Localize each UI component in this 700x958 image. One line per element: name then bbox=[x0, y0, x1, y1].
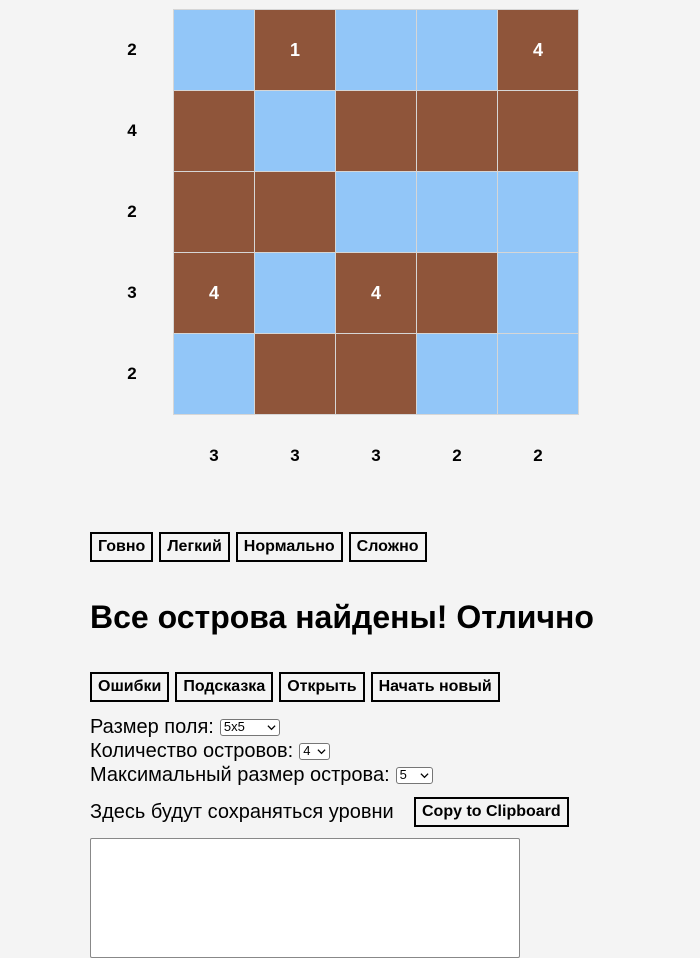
water-cell[interactable] bbox=[417, 334, 497, 414]
difficulty-normal-button[interactable]: Нормально bbox=[236, 532, 343, 562]
difficulty-trash-button[interactable]: Говно bbox=[90, 532, 153, 562]
water-cell[interactable] bbox=[255, 253, 335, 333]
field-size-label: Размер поля: bbox=[90, 716, 214, 738]
game-board bbox=[173, 9, 579, 415]
hint-button[interactable]: Подсказка bbox=[175, 672, 273, 702]
island-count-value: 4 bbox=[303, 743, 311, 758]
new-game-button[interactable]: Начать новый bbox=[371, 672, 500, 702]
land-cell[interactable] bbox=[255, 172, 335, 252]
row-clue: 4 bbox=[127, 121, 137, 140]
land-cell[interactable] bbox=[498, 91, 578, 171]
land-cell[interactable]: 4 bbox=[174, 253, 254, 333]
column-clue: 2 bbox=[533, 446, 543, 465]
status-message: Все острова найдены! Отлично bbox=[90, 599, 594, 635]
row-clue: 3 bbox=[127, 283, 137, 302]
column-clue: 3 bbox=[371, 446, 381, 465]
max-island-setting bbox=[90, 763, 433, 787]
water-cell[interactable] bbox=[417, 172, 497, 252]
column-clue: 2 bbox=[452, 446, 462, 465]
water-cell[interactable] bbox=[498, 334, 578, 414]
chevron-down-icon bbox=[267, 723, 276, 732]
row-clue: 2 bbox=[127, 202, 137, 221]
water-cell[interactable] bbox=[498, 172, 578, 252]
chevron-down-icon bbox=[317, 747, 326, 756]
water-cell[interactable] bbox=[174, 334, 254, 414]
saved-levels-textarea[interactable] bbox=[90, 838, 520, 958]
water-cell[interactable] bbox=[336, 10, 416, 90]
row-clue: 2 bbox=[127, 40, 137, 59]
chevron-down-icon bbox=[420, 771, 429, 780]
reveal-button[interactable]: Открыть bbox=[279, 672, 364, 702]
land-cell[interactable] bbox=[255, 334, 335, 414]
land-cell[interactable] bbox=[174, 91, 254, 171]
difficulty-easy-button[interactable]: Легкий bbox=[159, 532, 229, 562]
water-cell[interactable] bbox=[174, 10, 254, 90]
copy-to-clipboard-button[interactable]: Copy to Clipboard bbox=[414, 797, 569, 827]
max-island-value: 5 bbox=[399, 767, 407, 782]
land-cell[interactable] bbox=[336, 91, 416, 171]
difficulty-buttons bbox=[90, 532, 427, 562]
land-cell[interactable]: 1 bbox=[255, 10, 335, 90]
column-clue: 3 bbox=[290, 446, 300, 465]
field-size-select[interactable] bbox=[220, 719, 280, 736]
save-levels-label: Здесь будут сохраняться уровни bbox=[90, 801, 394, 823]
island-count-select[interactable] bbox=[299, 743, 330, 760]
water-cell[interactable] bbox=[417, 10, 497, 90]
land-cell[interactable] bbox=[417, 91, 497, 171]
action-buttons bbox=[90, 672, 500, 702]
island-count-setting bbox=[90, 739, 330, 763]
land-cell[interactable] bbox=[174, 172, 254, 252]
land-cell[interactable]: 4 bbox=[498, 10, 578, 90]
water-cell[interactable] bbox=[255, 91, 335, 171]
errors-button[interactable]: Ошибки bbox=[90, 672, 169, 702]
land-cell[interactable]: 4 bbox=[336, 253, 416, 333]
column-clue: 3 bbox=[209, 446, 219, 465]
land-cell[interactable] bbox=[417, 253, 497, 333]
max-island-label: Максимальный размер острова: bbox=[90, 764, 390, 786]
water-cell[interactable] bbox=[336, 172, 416, 252]
max-island-select[interactable] bbox=[396, 767, 433, 784]
difficulty-hard-button[interactable]: Сложно bbox=[349, 532, 427, 562]
field-size-setting bbox=[90, 715, 280, 739]
island-count-label: Количество островов: bbox=[90, 740, 294, 762]
field-size-value: 5x5 bbox=[223, 719, 245, 734]
land-cell[interactable] bbox=[336, 334, 416, 414]
water-cell[interactable] bbox=[498, 253, 578, 333]
row-clue: 2 bbox=[127, 364, 137, 383]
